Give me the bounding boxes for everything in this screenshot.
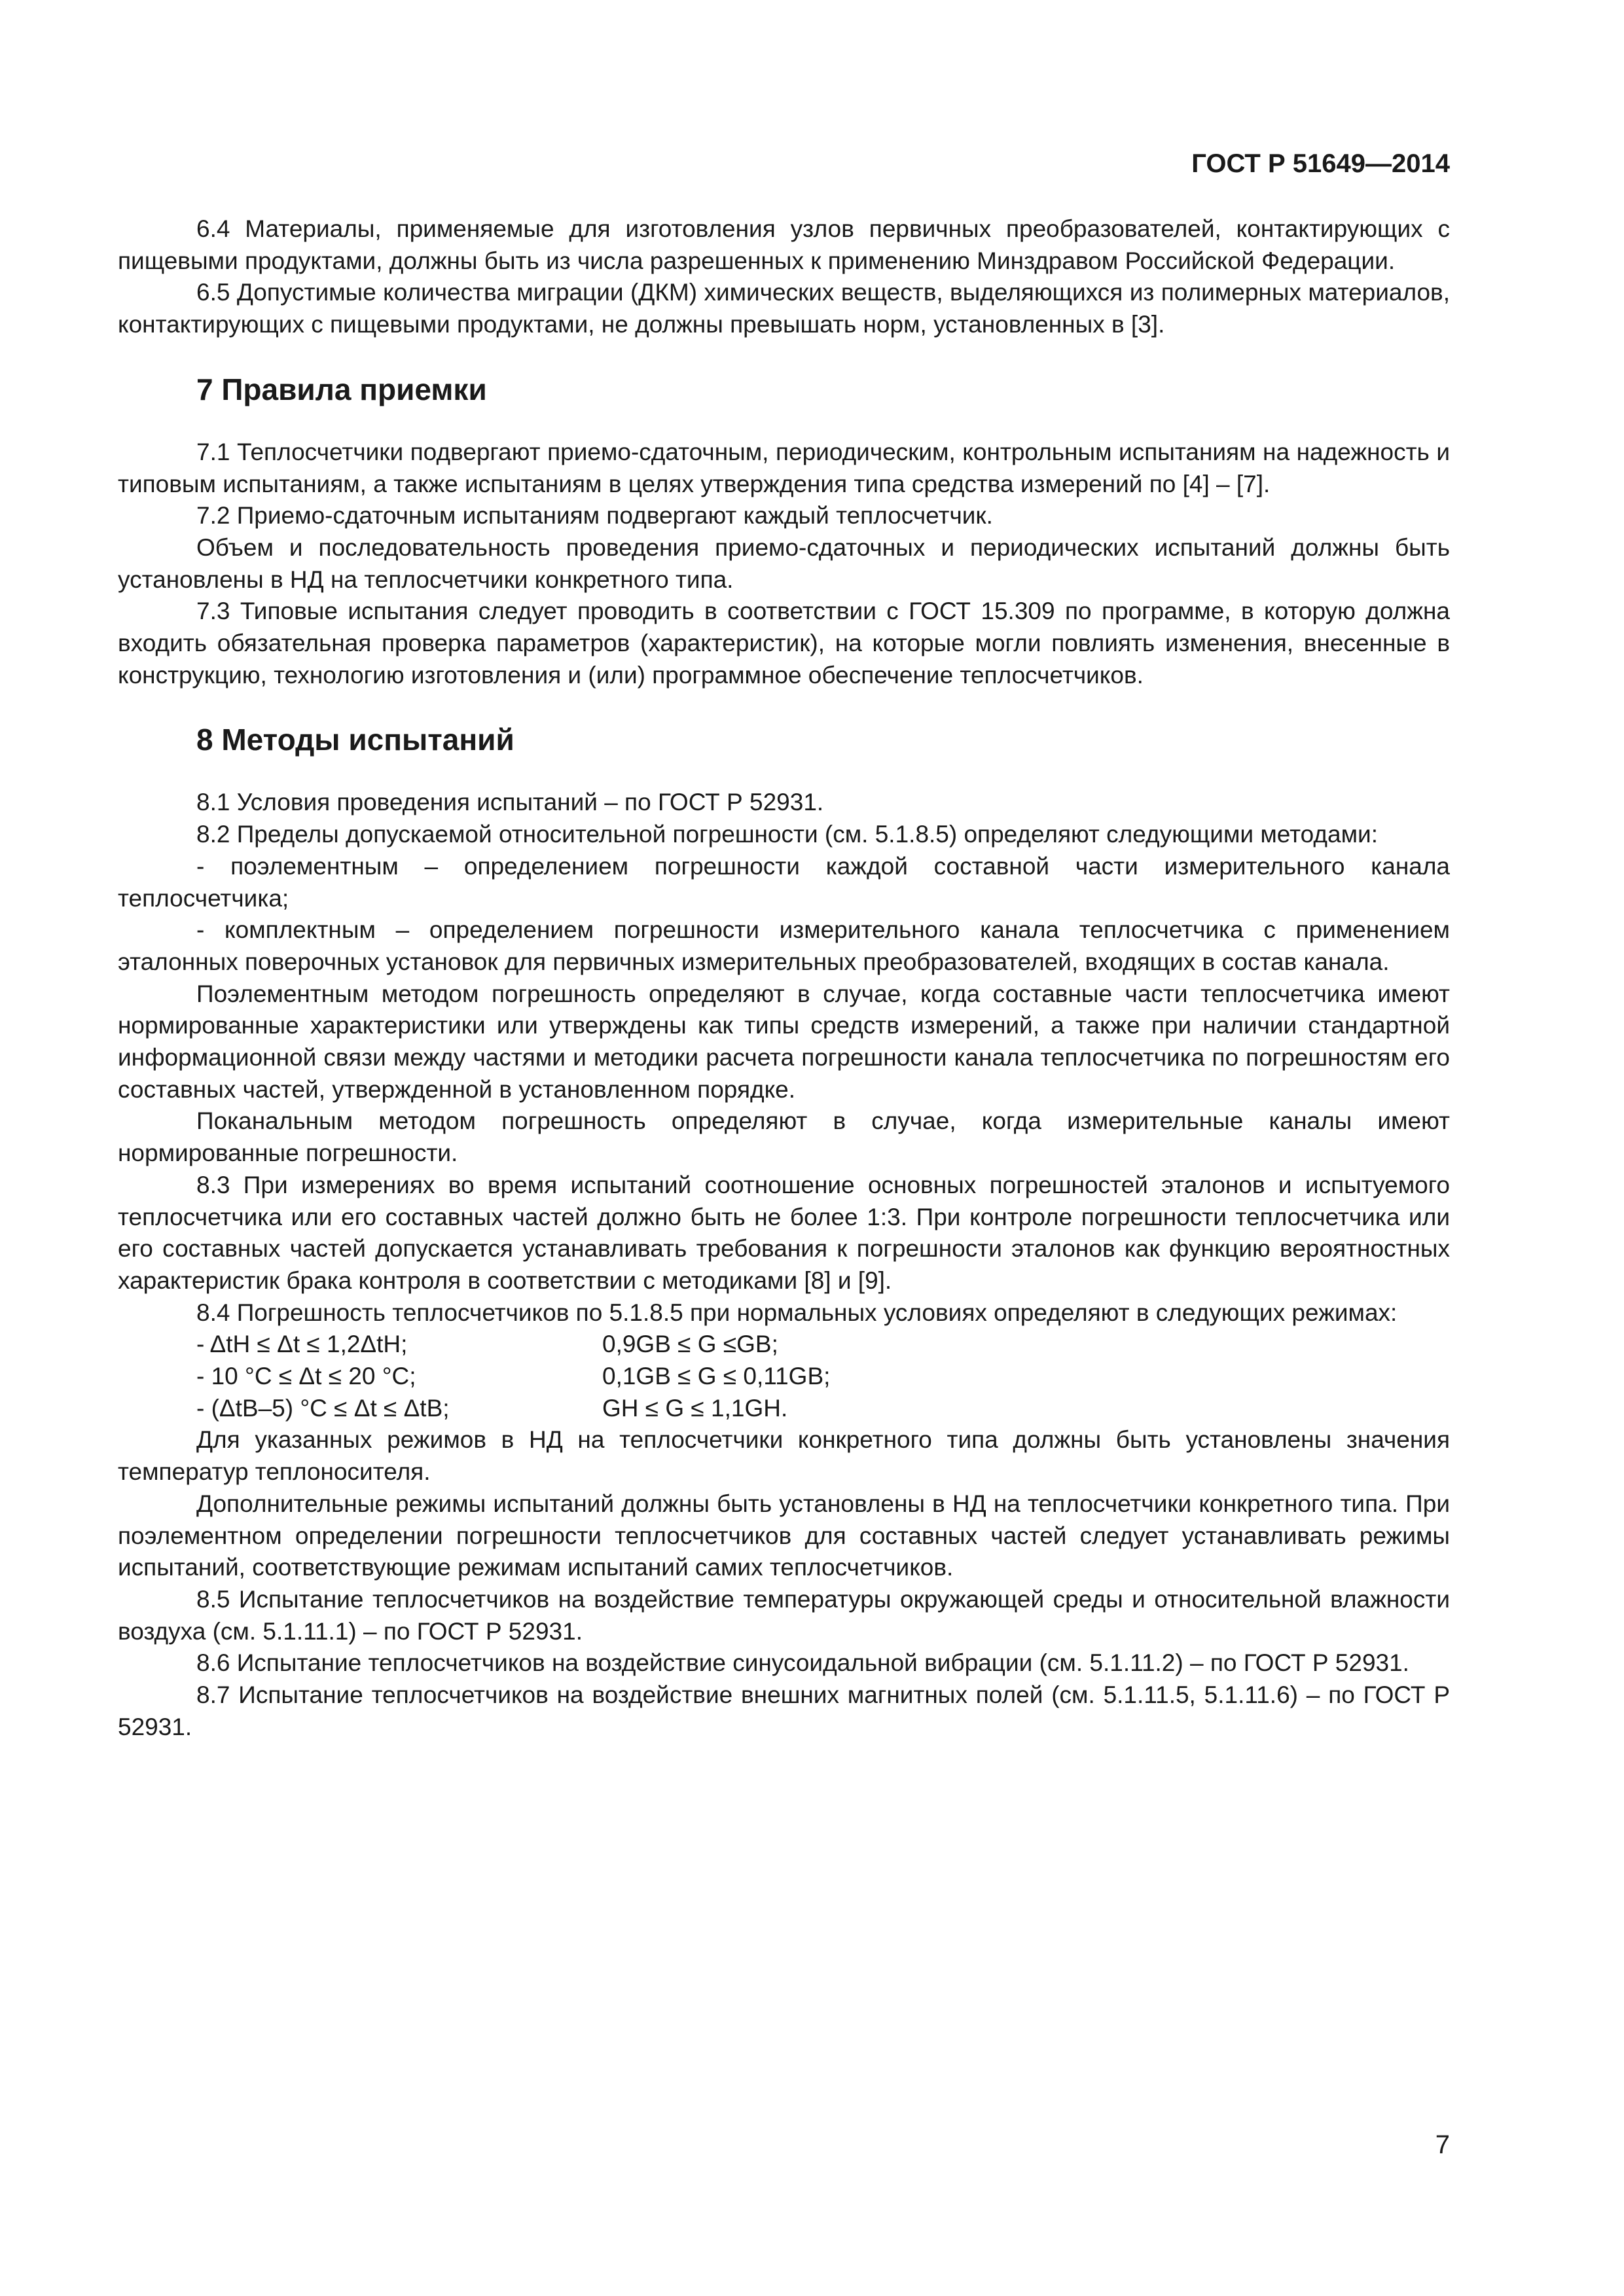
paragraph-additional-modes: Дополнительные режимы испытаний должны быть установлены в НД на теплосчетчики конкретного типа. При поэлементном определении погрешности теплосчетчиков для составных частей следует устанавливать режимы испытаний, соответствующие режимам испытаний самих теплосчетчиков. — [118, 1490, 1450, 1581]
test-mode-flow: GН ≤ G ≤ 1,1GН. — [602, 1394, 788, 1422]
document-body — [118, 213, 1450, 1743]
section-7-title: 7 Правила приемки — [196, 372, 487, 406]
paragraph-8-4: 8.4 Погрешность теплосчетчиков по 5.1.8.5 при нормальных условиях определяют в следующих режимах: — [196, 1299, 1398, 1326]
paragraph-7-3: 7.3 Типовые испытания следует проводить в соответствии с ГОСТ 15.309 по программе, в которую должна входить обязательная проверка параметров (характеристик), на которые могли повлиять изменения, внесенные в конструкцию, технологию изготовления и (или) программное обеспечение теплосчетчиков. — [118, 598, 1450, 689]
paragraph-7-1: 7.1 Теплосчетчики подвергают приемо-сдаточным, периодическим, контрольным испытаниям на надежность и типовым испытаниям, а также испытаниям в целях утверждения типа средства измерений по [4] – [7]. — [118, 438, 1450, 497]
test-mode-temperature: - (ΔtВ–5) °С ≤ Δt ≤ ΔtВ; — [196, 1394, 450, 1422]
list-item-element-method: - поэлементным – определением погрешности каждой составной части измерительного канала теплосчетчика; — [118, 852, 1450, 912]
test-mode-flow: 0,9GВ ≤ G ≤GВ; — [602, 1331, 778, 1358]
test-mode-temperature: - 10 °С ≤ Δt ≤ 20 °С; — [196, 1363, 416, 1390]
test-mode-temperature: - ΔtН ≤ Δt ≤ 1,2ΔtН; — [196, 1331, 408, 1358]
paragraph-8-7: 8.7 Испытание теплосчетчиков на воздействие внешних магнитных полей (см. 5.1.11.5, 5.1.11.6) – по ГОСТ Р 52931. — [118, 1681, 1450, 1740]
paragraph-element-method: Поэлементным методом погрешность определяют в случае, когда составные части теплосчетчика имеют нормированные характеристики или утверждены как типы средств измерений, а также при наличии стандартной информационной связи между частями и методики расчета погрешности канала теплосчетчика по погрешностям его составных частей, утвержденной в установленном порядке. — [118, 980, 1450, 1103]
paragraph-8-2: 8.2 Пределы допускаемой относительной погрешности (см. 5.1.8.5) определяют следующими методами: — [196, 821, 1378, 848]
test-modes-list — [118, 1329, 1450, 1424]
test-mode-row — [118, 1393, 1450, 1425]
paragraph-modes-note: Для указанных режимов в НД на теплосчетчики конкретного типа должны быть установлены значения температур теплоносителя. — [118, 1426, 1450, 1486]
paragraph-8-5: 8.5 Испытание теплосчетчиков на воздействие температуры окружающей среды и относительной влажности воздуха (см. 5.1.11.1) – по ГОСТ Р 52931. — [118, 1585, 1450, 1645]
paragraph-6-4: 6.4 Материалы, применяемые для изготовления узлов первичных преобразователей, контактирующих с пищевыми продуктами, должны быть из числа разрешенных к применению Минздравом Российской Федерации. — [118, 215, 1450, 274]
paragraph-7-2: 7.2 Приемо-сдаточным испытаниям подвергают каждый теплосчетчик. — [196, 502, 993, 529]
test-mode-flow: 0,1GВ ≤ G ≤ 0,11GВ; — [602, 1363, 831, 1390]
section-8-title: 8 Методы испытаний — [196, 723, 514, 757]
paragraph-6-5: 6.5 Допустимые количества миграции (ДКМ) химических веществ, выделяющихся из полимерных материалов, контактирующих с пищевыми продуктами, не должны превышать норм, установленных в [3]. — [118, 279, 1450, 338]
paragraph-7-2-extent: Объем и последовательность проведения приемо-сдаточных и периодических испытаний должны быть установлены в НД на теплосчетчики конкретного типа. — [118, 533, 1450, 593]
paragraph-8-1: 8.1 Условия проведения испытаний – по ГОСТ Р 52931. — [196, 789, 824, 816]
paragraph-8-6: 8.6 Испытание теплосчетчиков на воздействие синусоидальной вибрации (см. 5.1.11.2) – по ГОСТ Р 52931. — [196, 1649, 1409, 1677]
document-header: ГОСТ Р 51649—2014 — [1191, 149, 1450, 178]
test-mode-row — [118, 1361, 1450, 1393]
paragraph-channel-method: Поканальным методом погрешность определяют в случае, когда измерительные каналы имеют нормированные погрешности. — [118, 1107, 1450, 1167]
list-item-complete-method: - комплектным – определением погрешности измерительного канала теплосчетчика с применением эталонных поверочных установок для первичных измерительных преобразователей, входящих в состав канала. — [118, 916, 1450, 975]
page-number: 7 — [1435, 2130, 1450, 2159]
test-mode-row — [118, 1329, 1450, 1361]
paragraph-8-3: 8.3 При измерениях во время испытаний соотношение основных погрешностей эталонов и испытуемого теплосчетчика или его составных частей должно быть не более 1:3. При контроле погрешности теплосчетчика или его составных частей допускается устанавливать требования к погрешности эталонов как функцию вероятностных характеристик брака контроля в соответствии с методиками [8] и [9]. — [118, 1171, 1450, 1294]
